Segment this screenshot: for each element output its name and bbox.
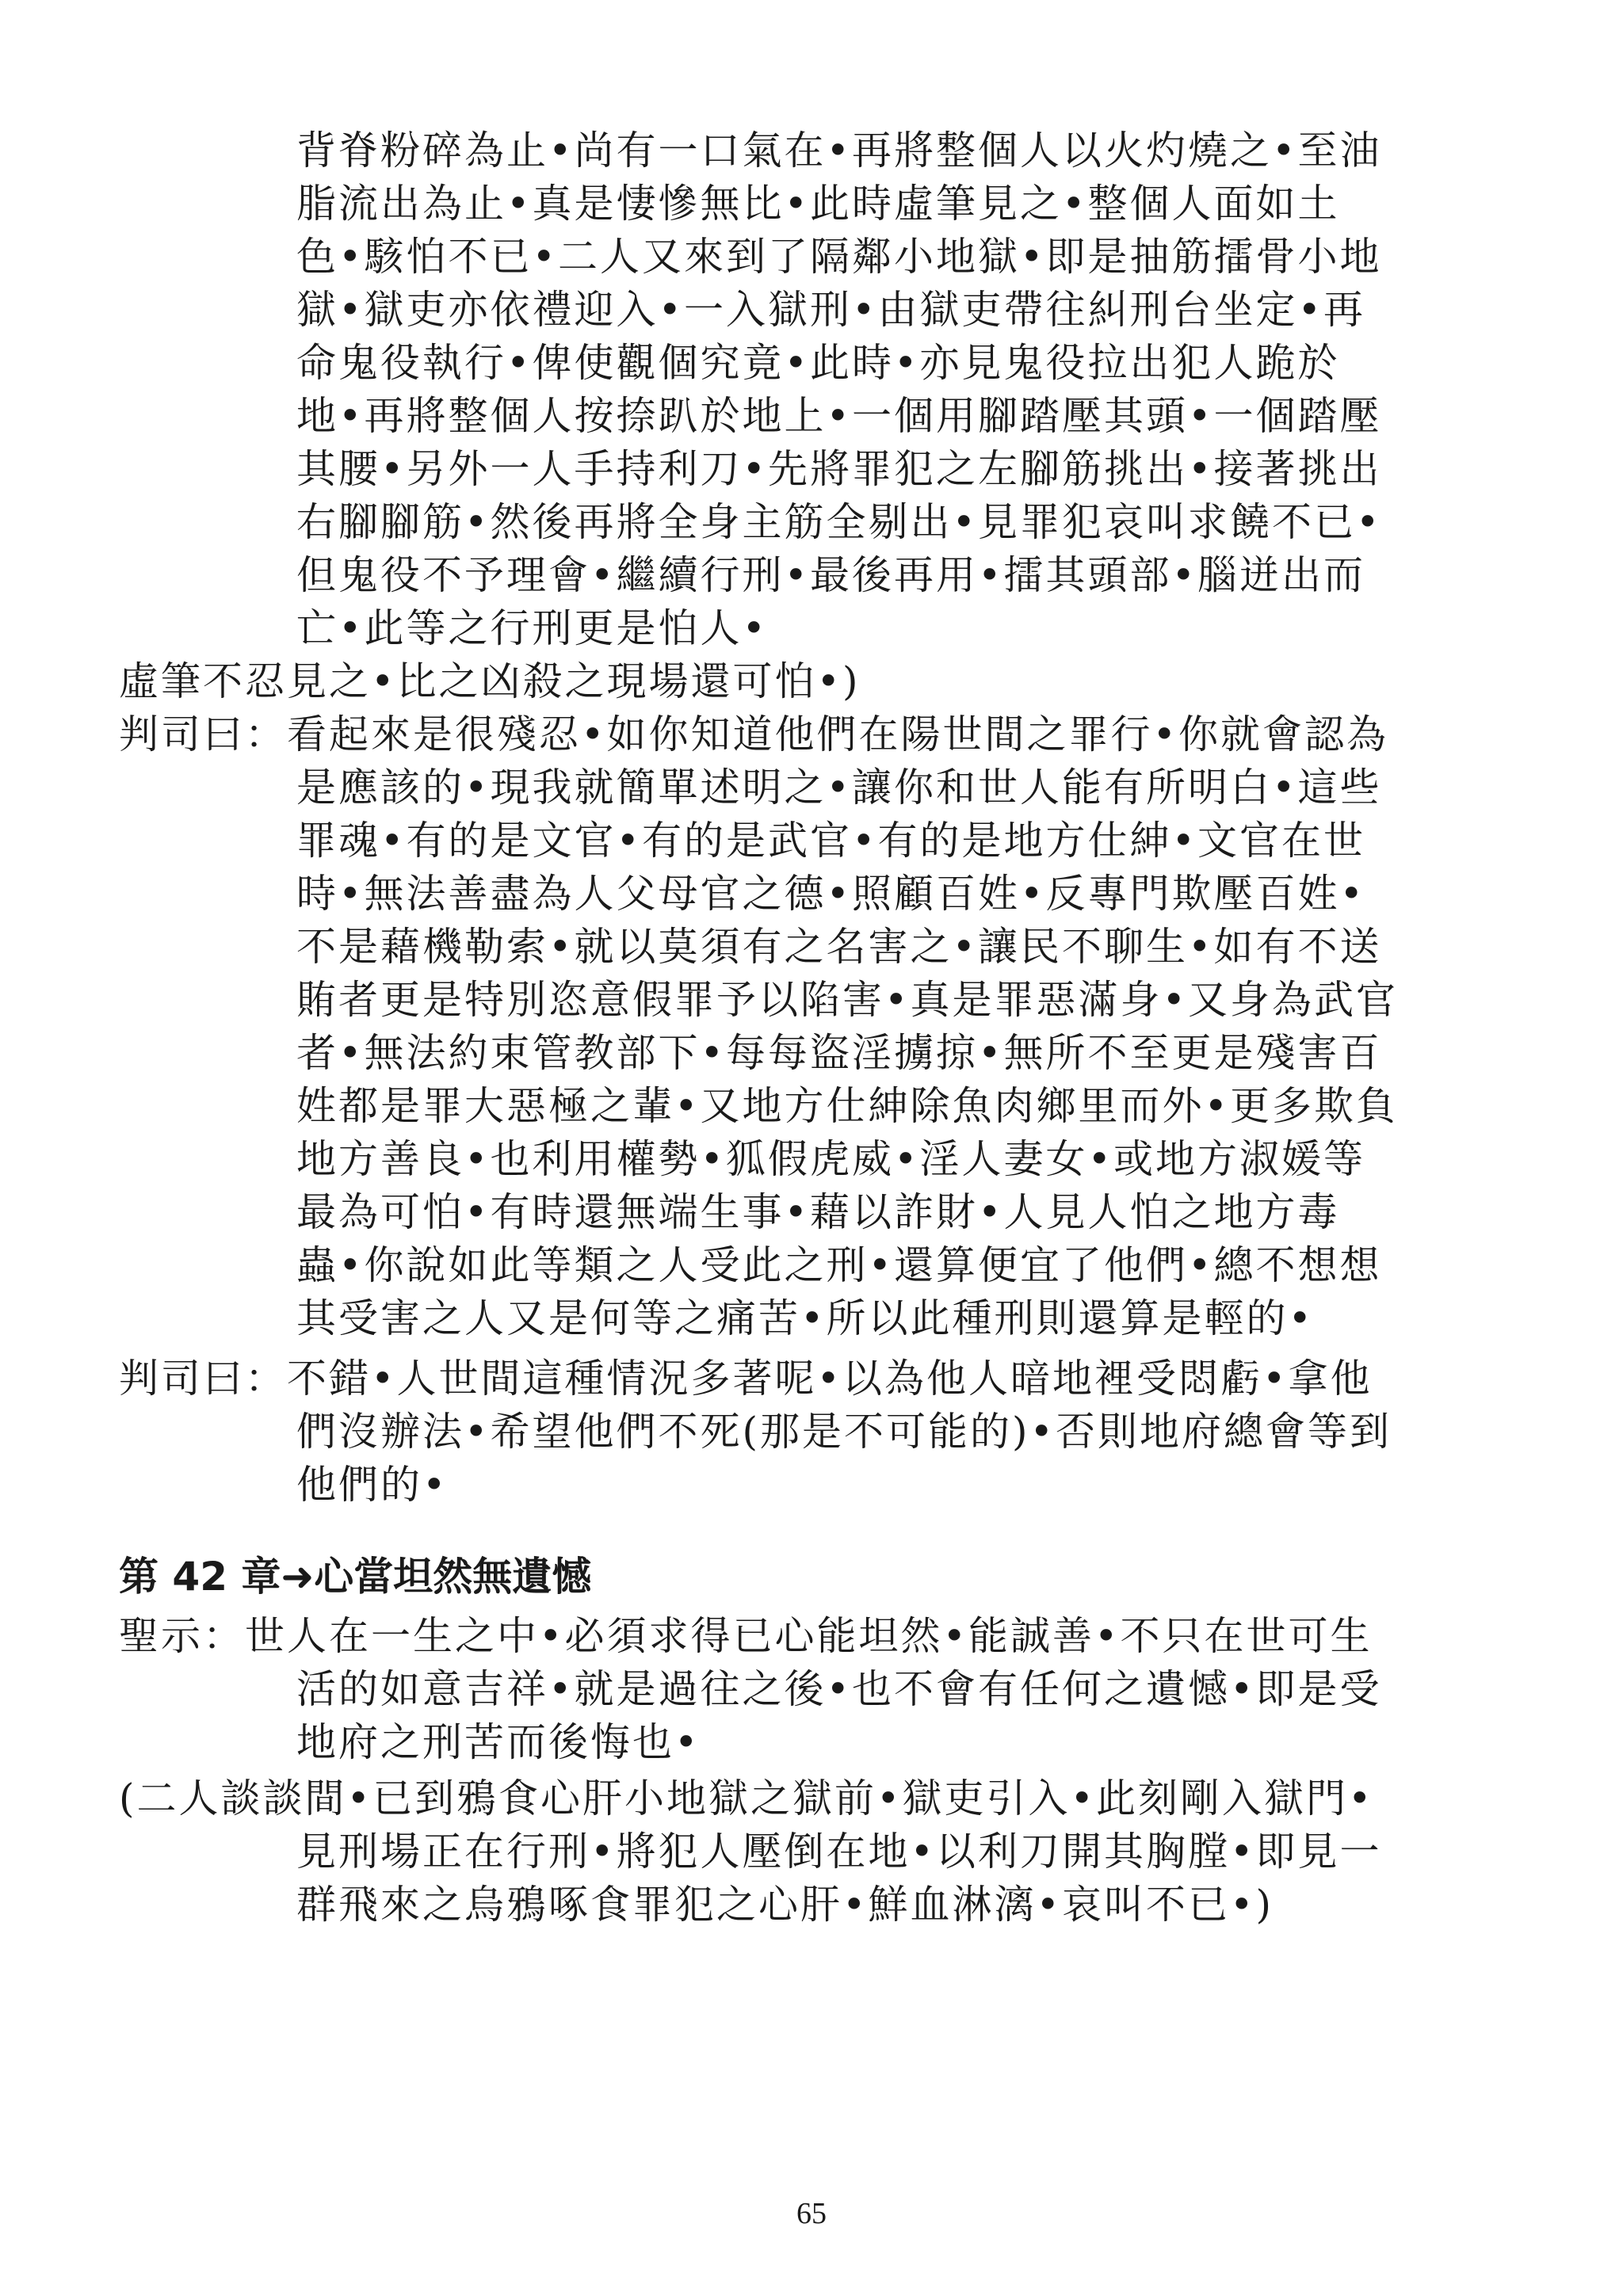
narration-line: (二人談談間•已到鴉食心肝小地獄之獄前•獄吏引入•此刻剛入獄門• bbox=[119, 1775, 1374, 1821]
text-line: 其受害之人又是何等之痛苦•所以此種刑則還算是輕的• bbox=[296, 1295, 1314, 1341]
text-line: 命鬼役執行•俾使觀個究竟•此時•亦見鬼役拉出犯人跪於 bbox=[296, 340, 1340, 386]
text-line: 群飛來之烏鴉啄食罪犯之心肝•鮮血淋漓•哀叫不已•) bbox=[296, 1882, 1274, 1928]
text-line: 蟲•你說如此等類之人受此之刑•還算便宜了他們•總不想想 bbox=[296, 1242, 1382, 1288]
text-line: 賄者更是特別恣意假罪予以陷害•真是罪惡滿身•又身為武官 bbox=[296, 977, 1398, 1023]
text-line: 右腳腳筋•然後再將全身主筋全剔出•見罪犯哀叫求饒不已• bbox=[296, 499, 1382, 545]
text-line: 色•駭怕不已•二人又來到了隔鄰小地獄•即是抽筋擂骨小地 bbox=[296, 234, 1382, 280]
text-line: 時•無法善盡為人父母官之德•照顧百姓•反專門欺壓百姓• bbox=[296, 871, 1365, 917]
text-line: 是應該的•現我就簡單述明之•讓你和世人能有所明白•這些 bbox=[296, 765, 1382, 810]
chapter-heading: 第 42 章➜心當坦然無遺憾 bbox=[119, 1554, 592, 1600]
text-line: 們沒辦法•希望他們不死(那是不可能的)•否則地府總會等到 bbox=[296, 1409, 1392, 1455]
text-line: 脂流出為止•真是悽慘無比•此時虛筆見之•整個人面如土 bbox=[296, 181, 1340, 227]
text-line: 活的如意吉祥•就是過往之後•也不會有任何之遺憾•即是受 bbox=[296, 1666, 1382, 1712]
speaker-line: 判司曰：不錯•人世間這種情況多著呢•以為他人暗地裡受悶虧•拿他 bbox=[119, 1356, 1373, 1402]
text-line: 其腰•另外一人手持利刀•先將罪犯之左腳筋挑出•接著挑出 bbox=[296, 446, 1382, 492]
text-line: 亡•此等之行刑更是怕人• bbox=[296, 605, 768, 651]
text-line: 他們的• bbox=[296, 1462, 449, 1508]
text-line: 但鬼役不予理會•繼續行刑•最後再用•擂其頭部•腦迸出而 bbox=[296, 552, 1365, 598]
speaker-line: 判司曰：看起來是很殘忍•如你知道他們在陽世間之罪行•你就會認為 bbox=[119, 711, 1388, 757]
text-line: 見刑場正在行刑•將犯人壓倒在地•以利刀開其胸膛•即見一 bbox=[296, 1829, 1382, 1875]
text-line: 者•無法約束管教部下•每每盜淫擄掠•無所不至更是殘害百 bbox=[296, 1030, 1382, 1076]
page-number: 65 bbox=[796, 2197, 827, 2230]
text-line: 地府之刑苦而後悔也• bbox=[296, 1719, 701, 1765]
text-line: 獄•獄吏亦依禮迎入•一入獄刑•由獄吏帶往糾刑台坐定•再 bbox=[296, 287, 1365, 333]
text-line: 虛筆不忍見之•比之凶殺之現場還可怕•) bbox=[119, 658, 861, 704]
text-line: 最為可怕•有時還無端生事•藉以詐財•人見人怕之地方毒 bbox=[296, 1189, 1340, 1235]
text-line: 姓都是罪大惡極之輩•又地方仕紳除魚肉鄉里而外•更多欺負 bbox=[296, 1083, 1398, 1129]
text-line: 背脊粉碎為止•尚有一口氣在•再將整個人以火灼燒之•至油 bbox=[296, 128, 1382, 174]
text-line: 地方善良•也利用權勢•狐假虎威•淫人妻女•或地方淑媛等 bbox=[296, 1136, 1365, 1182]
speaker-line: 聖示：世人在一生之中•必須求得已心能坦然•能誠善•不只在世可生 bbox=[119, 1613, 1373, 1659]
text-line: 不是藉機勒索•就以莫須有之名害之•讓民不聊生•如有不送 bbox=[296, 924, 1382, 970]
text-line: 地•再將整個人按捺趴於地上•一個用腳踏壓其頭•一個踏壓 bbox=[296, 393, 1382, 439]
text-line: 罪魂•有的是文官•有的是武官•有的是地方仕紳•文官在世 bbox=[296, 818, 1365, 864]
